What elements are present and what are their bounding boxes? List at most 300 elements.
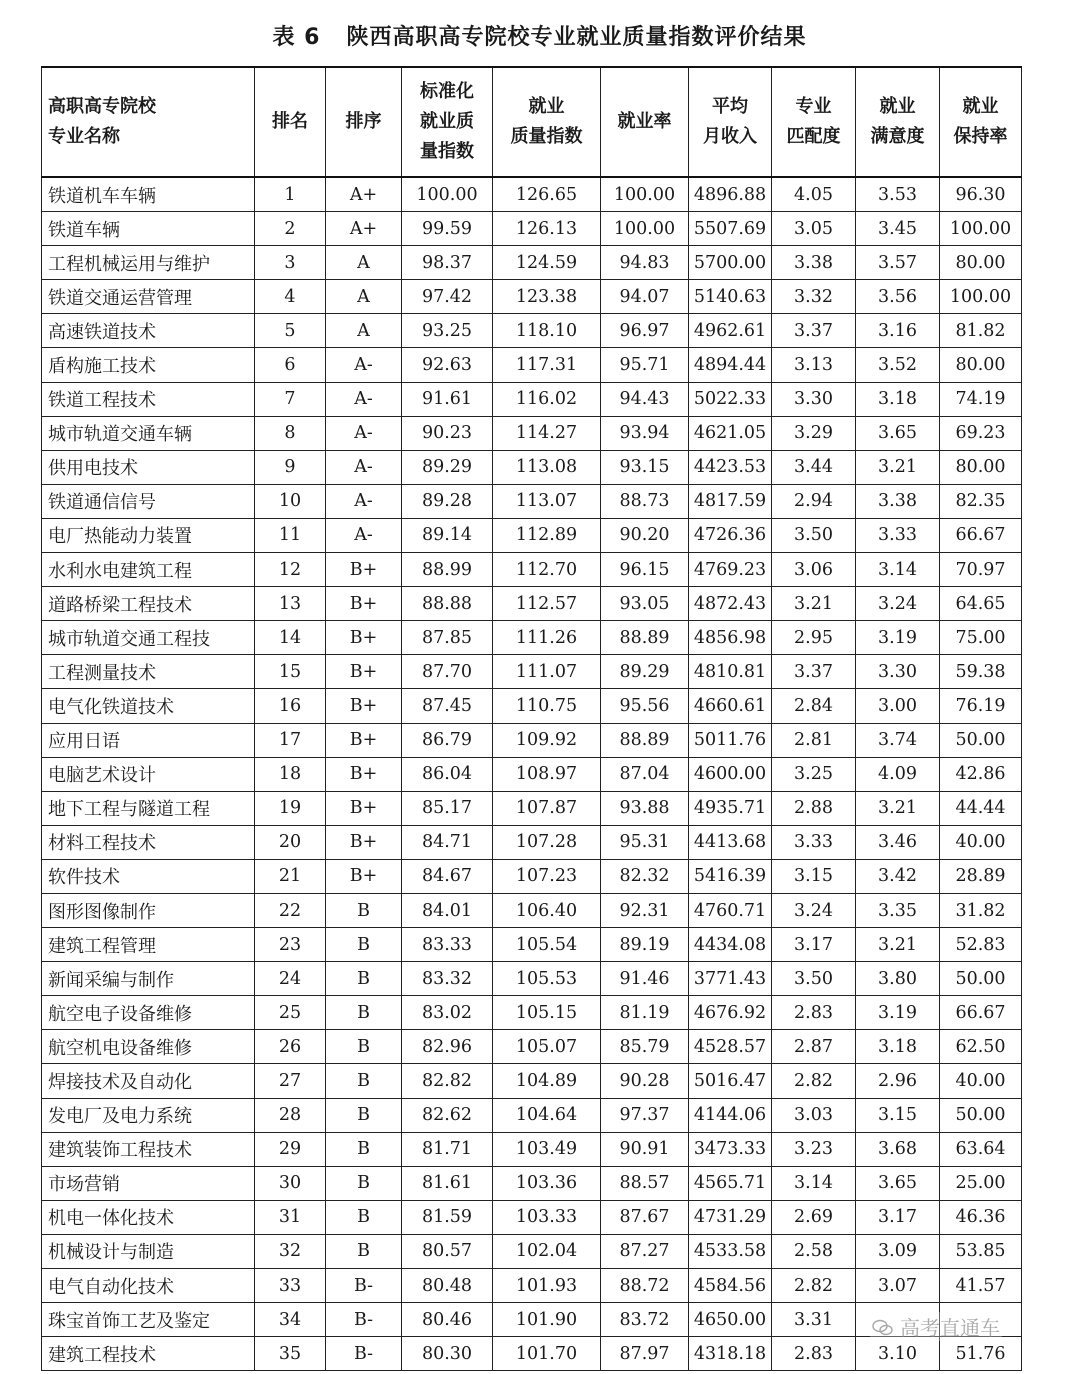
cell-grade: A+ [326,177,402,212]
cell-quality-index: 101.90 [493,1303,601,1337]
header-line: 平均 [712,96,748,117]
header-line: 质量指数 [510,126,583,147]
header-line: 量指数 [420,141,474,162]
table-row [42,996,1022,1030]
cell-employment-rate: 93.15 [601,450,689,484]
cell-retention: 52.83 [940,928,1022,962]
cell-quality-index: 107.87 [493,791,601,825]
cell-quality-index: 102.04 [493,1234,601,1268]
cell-satisfaction: 3.00 [856,689,940,723]
cell-grade: B [326,1200,402,1234]
cell-monthly-income: 4872.43 [689,587,772,621]
cell-name: 铁道车辆 [42,212,255,246]
cell-employment-rate: 87.67 [601,1200,689,1234]
cell-name: 建筑装饰工程技术 [42,1132,255,1166]
cell-name: 铁道工程技术 [42,382,255,416]
cell-satisfaction: 3.80 [856,962,940,996]
cell-satisfaction: 3.17 [856,1200,940,1234]
header-row [42,67,1022,177]
header-line: 就业率 [617,111,672,132]
header-line: 排名 [272,111,308,132]
cell-std-index: 81.61 [402,1166,493,1200]
cell-rank: 9 [255,450,326,484]
cell-name: 工程测量技术 [42,655,255,689]
table-row [42,1200,1022,1234]
header-grade [326,67,402,177]
cell-quality-index: 110.75 [493,689,601,723]
cell-std-index: 97.42 [402,280,493,314]
table-row [42,723,1022,757]
results-table [41,66,1022,1371]
cell-satisfaction: 2.96 [856,1064,940,1098]
cell-retention: 69.23 [940,416,1022,450]
cell-rank: 13 [255,587,326,621]
cell-match: 2.87 [772,1030,856,1064]
cell-monthly-income: 5016.47 [689,1064,772,1098]
cell-rank: 5 [255,314,326,348]
header-line: 匹配度 [786,126,841,147]
cell-monthly-income: 5011.76 [689,723,772,757]
cell-grade: B [326,962,402,996]
table-row [42,382,1022,416]
cell-name: 城市轨道交通工程技 [42,621,255,655]
cell-name: 发电厂及电力系统 [42,1098,255,1132]
cell-retention: 80.00 [940,348,1022,382]
cell-satisfaction: 3.21 [856,928,940,962]
cell-quality-index: 111.07 [493,655,601,689]
cell-quality-index: 105.54 [493,928,601,962]
cell-satisfaction: 3.33 [856,518,940,552]
cell-rank: 21 [255,859,326,893]
cell-name: 城市轨道交通车辆 [42,416,255,450]
cell-match: 3.21 [772,587,856,621]
table-row [42,791,1022,825]
cell-employment-rate: 95.71 [601,348,689,382]
cell-rank: 12 [255,553,326,587]
cell-employment-rate: 85.79 [601,1030,689,1064]
header-line: 就业 [879,96,916,117]
cell-rank: 31 [255,1200,326,1234]
cell-rank: 7 [255,382,326,416]
cell-quality-index: 112.57 [493,587,601,621]
cell-rank: 20 [255,825,326,859]
cell-grade: B+ [326,757,402,791]
table-row [42,928,1022,962]
cell-match: 3.25 [772,757,856,791]
cell-satisfaction: 3.18 [856,1030,940,1064]
table-row [42,859,1022,893]
header-quality-index [493,67,601,177]
cell-satisfaction: 3.65 [856,416,940,450]
cell-monthly-income: 4650.00 [689,1303,772,1337]
cell-rank: 10 [255,484,326,518]
cell-monthly-income: 4856.98 [689,621,772,655]
header-line: 排序 [345,111,382,132]
cell-grade: B [326,1132,402,1166]
cell-quality-index: 101.93 [493,1269,601,1303]
cell-rank: 18 [255,757,326,791]
table-row [42,1098,1022,1132]
cell-employment-rate: 96.97 [601,314,689,348]
cell-grade: B+ [326,859,402,893]
cell-std-index: 81.71 [402,1132,493,1166]
cell-std-index: 80.48 [402,1269,493,1303]
header-satisfaction [856,67,940,177]
table-row [42,587,1022,621]
cell-quality-index: 109.92 [493,723,601,757]
cell-monthly-income: 4731.29 [689,1200,772,1234]
cell-quality-index: 105.07 [493,1030,601,1064]
cell-satisfaction: 3.19 [856,621,940,655]
table-caption: 陕西高职高专院校专业就业质量指数评价结果 [346,25,807,50]
cell-retention: 64.65 [940,587,1022,621]
cell-retention: 82.35 [940,484,1022,518]
cell-retention: 74.19 [940,382,1022,416]
cell-satisfaction: 3.07 [856,1269,940,1303]
cell-satisfaction: 3.65 [856,1166,940,1200]
cell-match: 2.84 [772,689,856,723]
cell-match: 3.31 [772,1303,856,1337]
table-row [42,1337,1022,1371]
cell-monthly-income: 4935.71 [689,791,772,825]
cell-quality-index: 104.64 [493,1098,601,1132]
cell-name: 工程机械运用与维护 [42,246,255,280]
cell-employment-rate: 89.29 [601,655,689,689]
cell-std-index: 84.01 [402,893,493,927]
cell-std-index: 89.14 [402,518,493,552]
cell-employment-rate: 97.37 [601,1098,689,1132]
cell-grade: B [326,1166,402,1200]
cell-monthly-income: 4810.81 [689,655,772,689]
cell-grade: A+ [326,212,402,246]
cell-name: 市场营销 [42,1166,255,1200]
cell-std-index: 82.96 [402,1030,493,1064]
header-line: 标准化 [420,81,474,102]
cell-quality-index: 124.59 [493,246,601,280]
cell-grade: B- [326,1303,402,1337]
cell-grade: B [326,928,402,962]
cell-name: 建筑工程技术 [42,1337,255,1371]
cell-monthly-income: 4962.61 [689,314,772,348]
cell-monthly-income: 5022.33 [689,382,772,416]
cell-std-index: 83.32 [402,962,493,996]
cell-name: 水利水电建筑工程 [42,553,255,587]
cell-satisfaction: 4.09 [856,757,940,791]
cell-monthly-income: 4423.53 [689,450,772,484]
table-row [42,348,1022,382]
cell-match: 2.81 [772,723,856,757]
table-row [42,484,1022,518]
table-row [42,893,1022,927]
cell-match: 2.94 [772,484,856,518]
cell-quality-index: 105.15 [493,996,601,1030]
cell-employment-rate: 96.15 [601,553,689,587]
cell-satisfaction: 3.35 [856,893,940,927]
cell-monthly-income: 4894.44 [689,348,772,382]
cell-std-index: 83.33 [402,928,493,962]
cell-match: 3.15 [772,859,856,893]
cell-retention: 40.00 [940,825,1022,859]
cell-match: 2.83 [772,1337,856,1371]
cell-satisfaction: 3.68 [856,1132,940,1166]
cell-monthly-income: 4413.68 [689,825,772,859]
cell-monthly-income: 4726.36 [689,518,772,552]
table-row [42,757,1022,791]
table-row [42,177,1022,212]
cell-quality-index: 114.27 [493,416,601,450]
cell-rank: 30 [255,1166,326,1200]
cell-employment-rate: 93.94 [601,416,689,450]
cell-match: 2.82 [772,1064,856,1098]
cell-rank: 1 [255,177,326,212]
cell-match: 3.44 [772,450,856,484]
cell-employment-rate: 88.72 [601,1269,689,1303]
cell-std-index: 87.45 [402,689,493,723]
table-row [42,1166,1022,1200]
cell-match: 3.32 [772,280,856,314]
cell-std-index: 91.61 [402,382,493,416]
cell-name: 电脑艺术设计 [42,757,255,791]
cell-grade: B [326,1064,402,1098]
cell-retention: 81.82 [940,314,1022,348]
cell-employment-rate: 87.97 [601,1337,689,1371]
cell-employment-rate: 92.31 [601,893,689,927]
cell-retention: 62.50 [940,1030,1022,1064]
cell-monthly-income: 4528.57 [689,1030,772,1064]
cell-monthly-income: 5416.39 [689,859,772,893]
cell-std-index: 84.67 [402,859,493,893]
cell-employment-rate: 93.88 [601,791,689,825]
cell-satisfaction: 3.18 [856,382,940,416]
header-rank [255,67,326,177]
table-title [0,20,1079,51]
cell-std-index: 99.59 [402,212,493,246]
cell-name: 应用日语 [42,723,255,757]
cell-rank: 22 [255,893,326,927]
cell-employment-rate: 94.43 [601,382,689,416]
cell-satisfaction: 3.16 [856,314,940,348]
table-row [42,1269,1022,1303]
cell-monthly-income: 4817.59 [689,484,772,518]
cell-satisfaction: 3.10 [856,1337,940,1371]
cell-std-index: 89.28 [402,484,493,518]
cell-std-index: 86.79 [402,723,493,757]
cell-quality-index: 126.13 [493,212,601,246]
cell-monthly-income: 3771.43 [689,962,772,996]
cell-rank: 35 [255,1337,326,1371]
cell-satisfaction: 3.45 [856,212,940,246]
cell-quality-index: 117.31 [493,348,601,382]
header-line: 就业 [962,96,999,117]
table-row [42,246,1022,280]
cell-employment-rate: 87.27 [601,1234,689,1268]
cell-satisfaction: 3.14 [856,553,940,587]
cell-std-index: 85.17 [402,791,493,825]
cell-retention: 50.00 [940,1098,1022,1132]
header-std-index [402,67,493,177]
cell-monthly-income: 4565.71 [689,1166,772,1200]
cell-employment-rate: 83.72 [601,1303,689,1337]
cell-std-index: 87.70 [402,655,493,689]
cell-retention: 66.67 [940,518,1022,552]
cell-monthly-income: 5507.69 [689,212,772,246]
cell-grade: B- [326,1337,402,1371]
cell-satisfaction: 3.52 [856,348,940,382]
cell-grade: B [326,893,402,927]
cell-monthly-income: 4621.05 [689,416,772,450]
cell-name: 机电一体化技术 [42,1200,255,1234]
cell-monthly-income: 4144.06 [689,1098,772,1132]
cell-satisfaction: 3.53 [856,177,940,212]
cell-retention: 53.85 [940,1234,1022,1268]
cell-name: 盾构施工技术 [42,348,255,382]
cell-match: 3.17 [772,928,856,962]
cell-std-index: 87.85 [402,621,493,655]
cell-retention: 44.44 [940,791,1022,825]
cell-employment-rate: 87.04 [601,757,689,791]
cell-retention: 75.00 [940,621,1022,655]
cell-employment-rate: 100.00 [601,177,689,212]
cell-match: 3.37 [772,314,856,348]
table-row [42,416,1022,450]
cell-name: 电气化铁道技术 [42,689,255,723]
cell-retention: 46.36 [940,1200,1022,1234]
cell-match: 2.88 [772,791,856,825]
cell-match: 2.69 [772,1200,856,1234]
cell-retention: 76.19 [940,689,1022,723]
cell-retention: 25.00 [940,1166,1022,1200]
cell-employment-rate: 90.28 [601,1064,689,1098]
table-row [42,825,1022,859]
cell-grade: B [326,1234,402,1268]
cell-monthly-income: 5700.00 [689,246,772,280]
cell-retention: 63.64 [940,1132,1022,1166]
cell-rank: 14 [255,621,326,655]
cell-std-index: 89.29 [402,450,493,484]
cell-quality-index: 103.36 [493,1166,601,1200]
cell-std-index: 88.88 [402,587,493,621]
table-row [42,518,1022,552]
cell-monthly-income: 3473.33 [689,1132,772,1166]
watermark-text: 高考直通车 [900,1316,1000,1340]
cell-retention: 59.38 [940,655,1022,689]
cell-grade: B+ [326,825,402,859]
header-line: 保持率 [953,126,1008,147]
cell-satisfaction: 3.30 [856,655,940,689]
table-row [42,689,1022,723]
watermark [870,1312,1002,1341]
cell-match: 2.82 [772,1269,856,1303]
cell-monthly-income: 4760.71 [689,893,772,927]
cell-employment-rate: 94.83 [601,246,689,280]
cell-retention: 80.00 [940,246,1022,280]
cell-match: 3.23 [772,1132,856,1166]
cell-retention: 50.00 [940,962,1022,996]
cell-grade: A- [326,518,402,552]
wechat-icon [872,1319,894,1337]
cell-retention: 50.00 [940,723,1022,757]
cell-match: 4.05 [772,177,856,212]
cell-monthly-income: 5140.63 [689,280,772,314]
cell-rank: 32 [255,1234,326,1268]
cell-retention: 51.76 [940,1337,1022,1371]
cell-name: 高速铁道技术 [42,314,255,348]
cell-quality-index: 103.49 [493,1132,601,1166]
header-employment-rate [601,67,689,177]
cell-std-index: 80.57 [402,1234,493,1268]
cell-quality-index: 113.07 [493,484,601,518]
header-name [42,67,255,177]
cell-name: 航空电子设备维修 [42,996,255,1030]
cell-rank: 6 [255,348,326,382]
cell-monthly-income: 4584.56 [689,1269,772,1303]
cell-match: 2.58 [772,1234,856,1268]
cell-match: 3.38 [772,246,856,280]
cell-match: 3.29 [772,416,856,450]
cell-std-index: 83.02 [402,996,493,1030]
cell-rank: 23 [255,928,326,962]
cell-satisfaction: 3.42 [856,859,940,893]
cell-grade: B [326,996,402,1030]
cell-satisfaction: 3.74 [856,723,940,757]
cell-match: 3.50 [772,962,856,996]
cell-match: 3.30 [772,382,856,416]
cell-quality-index: 101.70 [493,1337,601,1371]
table-row [42,553,1022,587]
cell-match: 3.03 [772,1098,856,1132]
cell-satisfaction: 3.38 [856,484,940,518]
cell-retention: 31.82 [940,893,1022,927]
cell-match: 3.13 [772,348,856,382]
cell-name: 图形图像制作 [42,893,255,927]
cell-satisfaction: 3.15 [856,1098,940,1132]
cell-rank: 28 [255,1098,326,1132]
cell-match: 3.06 [772,553,856,587]
cell-grade: A- [326,348,402,382]
cell-match: 2.83 [772,996,856,1030]
cell-grade: B- [326,1269,402,1303]
cell-std-index: 86.04 [402,757,493,791]
cell-rank: 24 [255,962,326,996]
cell-monthly-income: 4676.92 [689,996,772,1030]
cell-name: 铁道机车车辆 [42,177,255,212]
cell-satisfaction: 3.09 [856,1234,940,1268]
cell-std-index: 82.82 [402,1064,493,1098]
table-row [42,212,1022,246]
cell-quality-index: 111.26 [493,621,601,655]
cell-retention: 42.86 [940,757,1022,791]
header-line: 满意度 [870,126,925,147]
cell-name: 铁道交通运营管理 [42,280,255,314]
cell-std-index: 88.99 [402,553,493,587]
cell-grade: B+ [326,621,402,655]
cell-rank: 15 [255,655,326,689]
cell-satisfaction: 3.21 [856,791,940,825]
cell-match: 2.95 [772,621,856,655]
cell-employment-rate: 94.07 [601,280,689,314]
cell-name: 焊接技术及自动化 [42,1064,255,1098]
cell-match: 3.14 [772,1166,856,1200]
cell-rank: 4 [255,280,326,314]
cell-monthly-income: 4318.18 [689,1337,772,1371]
cell-retention: 100.00 [940,212,1022,246]
cell-retention: 40.00 [940,1064,1022,1098]
cell-retention: 100.00 [940,280,1022,314]
cell-rank: 8 [255,416,326,450]
cell-name: 航空机电设备维修 [42,1030,255,1064]
cell-name: 供用电技术 [42,450,255,484]
cell-grade: A [326,246,402,280]
